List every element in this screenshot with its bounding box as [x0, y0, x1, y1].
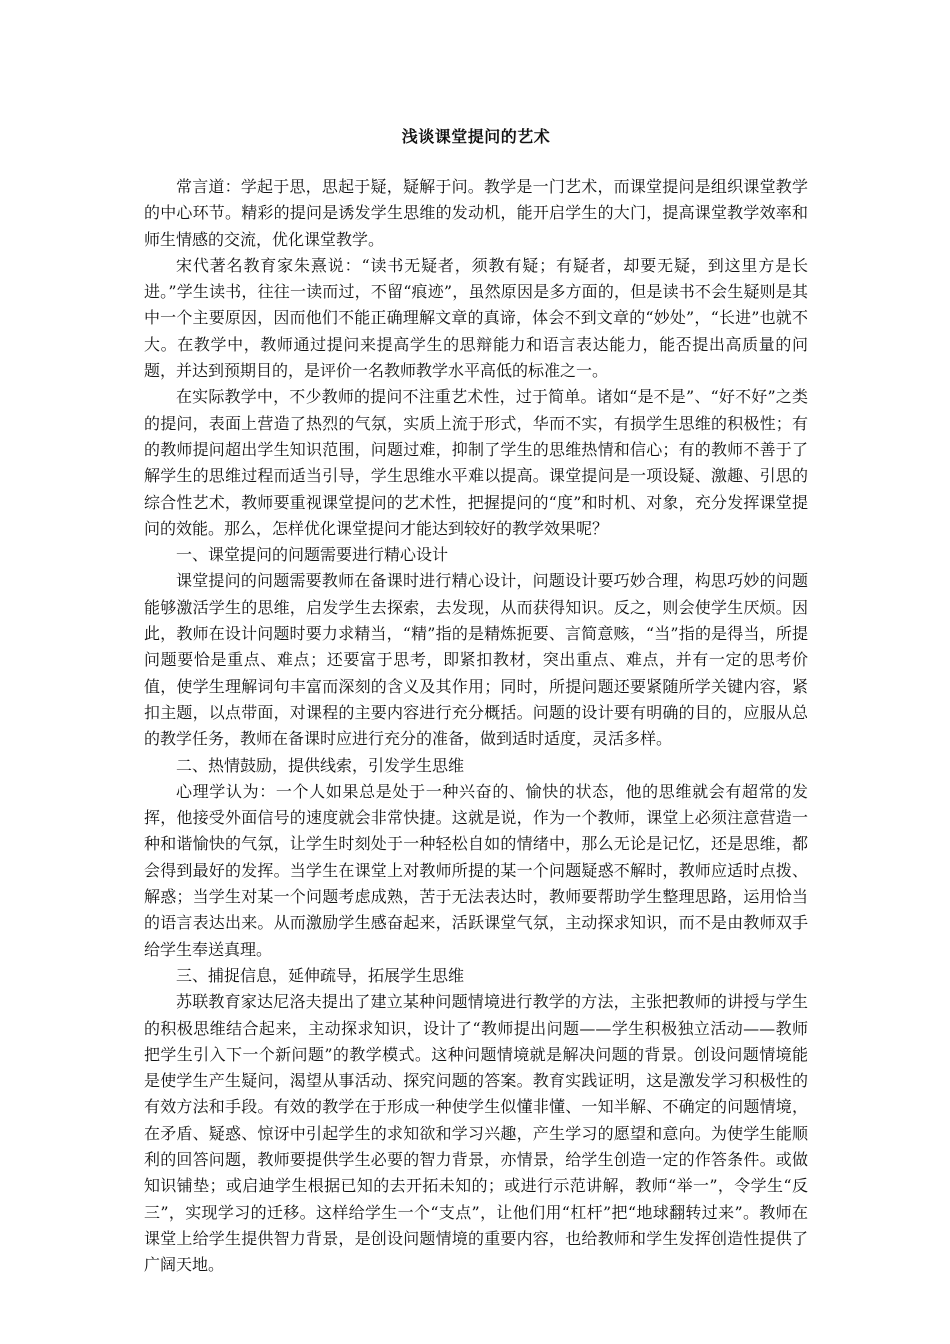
paragraph-zhuxi-quote: 宋代著名教育家朱熹说：“读书无疑者，须教有疑；有疑者，却要无疑，到这里方是长进。”学生读书，往往一读而过，不留“痕迹”，虽然原因是多方面的，但是读书不会生疑则是其中一个主要原因，因而他们不能正确理解文章的真谛，体会不到文章的“妙处”，“长进”也就不大。在教学中，教师通过提问来提高学生的思辩能力和语言表达能力，能否提出高质量的问题，并达到预期目的，是评价一名教师教学水平高低的标准之一。 — [144, 255, 808, 381]
document-page — [144, 0, 808, 1278]
section-heading-3: 三、捕捉信息，延伸疏导，拓展学生思维 — [176, 965, 465, 985]
document-title: 浅谈课堂提问的艺术 — [401, 127, 551, 146]
paragraph-section-3: 苏联教育家达尼洛夫提出了建立某种问题情境进行教学的方法，主张把教师的讲授与学生的积极思维结合起来，主动探求知识，设计了“教师提出问题——学生积极独立活动——教师把学生引入下一个新问题”的教学模式。这种问题情境就是解决问题的背景。创设问题情境能是使学生产生疑问，渴望从事活动、探究问题的答案。教育实践证明，这是激发学习积极性的有效方法和手段。有效的教学在于形成一种使学生似懂非懂、一知半解、不确定的问题情境，在矛盾、疑惑、惊讶中引起学生的求知欲和学习兴趣，产生学习的愿望和意向。为使学生能顺利的回答问题，教师要提供学生必要的智力背景，亦情景，给学生创造一定的作答条件。或做知识铺垫；或启迪学生根据已知的去开拓未知的；或进行示范讲解，教师“举一”，令学生“反三”，实现学习的迁移。这样给学生一个“支点”，让他们用“杠杆”把“地球翻转过来”。教师在课堂上给学生提供智力背景，是创设问题情境的重要内容，也给教师和学生发挥创造性提供了广阔天地。 — [144, 992, 808, 1275]
paragraph-section-2: 心理学认为：一个人如果总是处于一种兴奋的、愉快的状态，他的思维就会有超常的发挥，他接受外面信号的速度就会非常快捷。这就是说，作为一个教师，课堂上必须注意营造一种和谐愉快的气氛，让学生时刻处于一种轻松自如的情绪中，那么无论是记忆，还是思维，都会得到最好的发挥。当学生在课堂上对教师所提的某一个问题疑惑不解时，教师应适时点拨、解惑；当学生对某一个问题考虑成熟，苦于无法表达时，教师要帮助学生整理思路，运用恰当的语言表达出来。从而激励学生感奋起来，活跃课堂气氛，主动探求知识，而不是由教师双手给学生奉送真理。 — [144, 781, 808, 959]
section-heading-1: 一、课堂提问的问题需要进行精心设计 — [176, 545, 449, 565]
paragraph-intro: 常言道：学起于思，思起于疑，疑解于问。教学是一门艺术，而课堂提问是组织课堂教学的中心环节。精彩的提问是诱发学生思维的发动机，能开启学生的大门，提高课堂教学效率和师生情感的交流，优化课堂教学。 — [144, 177, 808, 249]
paragraph-practice-problems: 在实际教学中，不少教师的提问不注重艺术性，过于简单。诸如“是不是”、“好不好”之类的提问，表面上营造了热烈的气氛，实质上流于形式，华而不实，有损学生思维的积极性；有的教师提问超出学生知识范围，问题过难，抑制了学生的思维热情和信心；有的教师不善于了解学生的思维过程而适当引导，学生思维水平难以提高。课堂提问是一项设疑、激趣、引思的综合性艺术，教师要重视课堂提问的艺术性，把握提问的“度”和时机、对象，充分发挥课堂提问的效能。那么，怎样优化课堂提问才能达到较好的教学效果呢？ — [144, 387, 808, 538]
document-body — [144, 174, 808, 1278]
section-heading-2: 二、热情鼓励，提供线索，引发学生思维 — [176, 755, 465, 775]
paragraph-section-1: 课堂提问的问题需要教师在备课时进行精心设计，问题设计要巧妙合理，构思巧妙的问题能够激活学生的思维，启发学生去探索，去发现，从而获得知识。反之，则会使学生厌烦。因此，教师在设计问题时要力求精当，“精”指的是精炼扼要、言简意赅，“当”指的是得当，所提问题要恰是重点、难点；还要富于思考，即紧扣教材，突出重点、难点，并有一定的思考价值，使学生理解词句丰富而深刻的含义及其作用；同时，所提问题还要紧随所学关键内容，紧扣主题，以点带面，对课程的主要内容进行充分概括。问题的设计要有明确的目的，应服从总的教学任务，教师在备课时应进行充分的准备，做到适时适度，灵活多样。 — [144, 571, 808, 749]
